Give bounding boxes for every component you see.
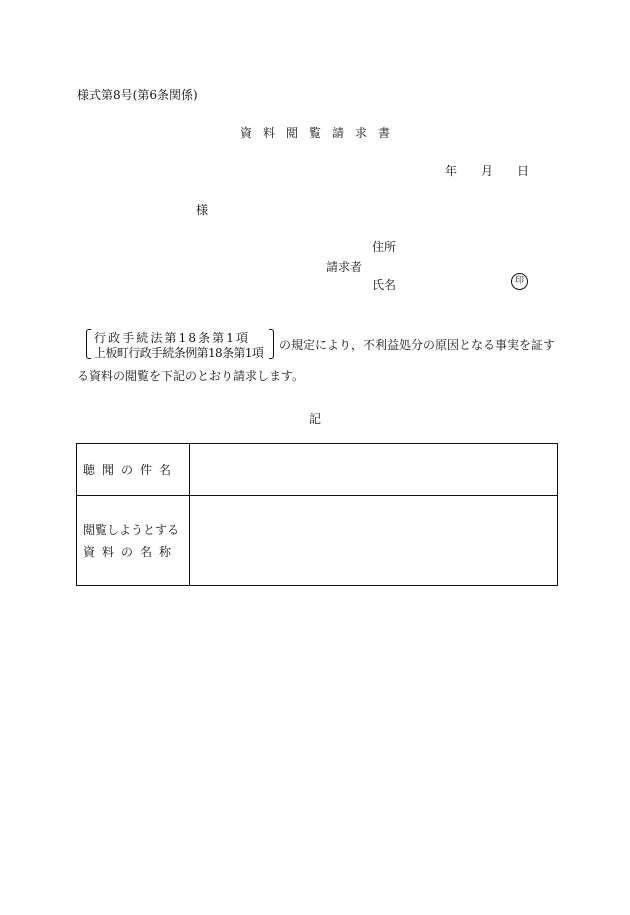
- document-name-field[interactable]: [190, 496, 558, 586]
- hearing-subject-label-cell: [77, 444, 190, 496]
- date-month-label: 月: [481, 164, 494, 178]
- addressee-suffix: 様: [196, 203, 209, 217]
- document-name-label-line-1: 閲覧しようとする: [83, 522, 180, 537]
- law-option-1: 行政手続法第18条第1項: [94, 331, 251, 345]
- law-reference-bracket: [86, 329, 274, 359]
- seal-mark: 印: [511, 273, 528, 290]
- document-title: 資料閲覧請求書: [239, 126, 401, 140]
- address-label: 住所: [372, 240, 397, 254]
- document-name-label-cell: [77, 496, 190, 586]
- name-label: 氏名: [372, 278, 397, 292]
- request-table: [76, 443, 558, 586]
- law-option-2: 上板町行政手続条例第18条第1項: [94, 346, 264, 360]
- document-name-label-line-2: 資料の名称: [83, 544, 179, 559]
- date-year-label: 年: [445, 164, 458, 178]
- ki-heading: 記: [308, 412, 321, 426]
- form-number: 様式第8号(第6条関係): [77, 88, 198, 102]
- requester-label: 請求者: [326, 260, 363, 274]
- body-text-line-1: の規定により，不利益処分の原因となる事実を証す: [279, 338, 556, 352]
- hearing-subject-label: 聴聞の件名: [83, 463, 179, 477]
- table-row: [77, 444, 558, 496]
- bracket-right: [269, 329, 274, 359]
- body-text-line-2: る資料の閲覧を下記のとおり請求します。: [77, 369, 305, 383]
- date-day-label: 日: [517, 164, 530, 178]
- table-row: [77, 496, 558, 586]
- hearing-subject-field[interactable]: [190, 444, 558, 496]
- bracket-left: [86, 329, 91, 359]
